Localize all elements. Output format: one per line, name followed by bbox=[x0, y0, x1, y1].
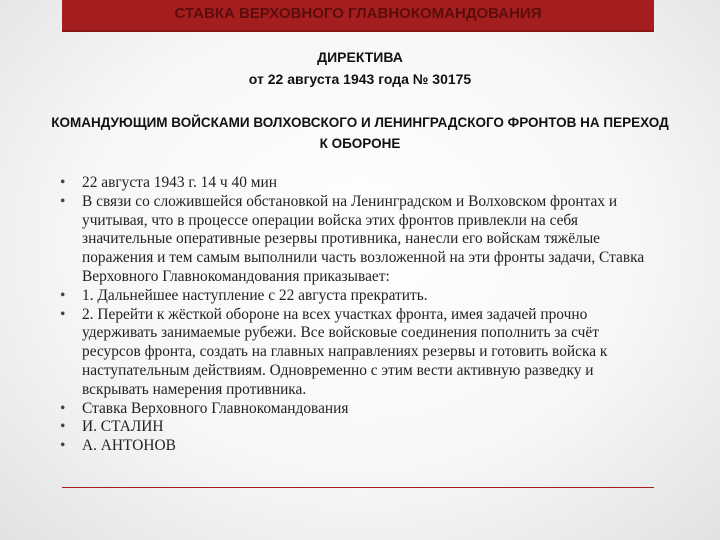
list-item bbox=[60, 193, 660, 287]
bottom-divider bbox=[62, 487, 654, 488]
list-item-text: 2. Перейти к жёсткой обороне на всех участках фронта, имея задачей прочно удерживать занимаемые рубежи. Все войсковые соединения пополнить за счёт ресурсов фронта, создать на главных направлениях резервы и готовить войска к наступательным действиям. Одновременно с этим вести активную разведку и вскрывать намерения противника. bbox=[82, 305, 608, 398]
directive-heading bbox=[0, 46, 720, 90]
bullet-icon: • bbox=[60, 174, 66, 191]
directive-body bbox=[60, 174, 660, 456]
list-item-text: 1. Дальнейшее наступление с 22 августа прекратить. bbox=[82, 286, 428, 304]
list-item bbox=[60, 400, 660, 419]
directive-label: ДИРЕКТИВА bbox=[317, 49, 403, 65]
bullet-icon: • bbox=[60, 192, 66, 210]
bullet-icon: • bbox=[60, 399, 66, 417]
list-item bbox=[60, 437, 660, 456]
list-item bbox=[60, 418, 660, 437]
bullet-icon: • bbox=[60, 305, 66, 323]
list-item-text: И. СТАЛИН bbox=[82, 418, 164, 436]
list-item bbox=[60, 306, 660, 400]
list-item bbox=[60, 287, 660, 306]
bullet-icon: • bbox=[60, 286, 66, 304]
directive-date-number: от 22 августа 1943 года № 30175 bbox=[248, 71, 472, 87]
banner-title: СТАВКА ВЕРХОВНОГО ГЛАВНОКОМАНДОВАНИЯ bbox=[174, 5, 542, 22]
top-banner bbox=[62, 0, 654, 32]
bullet-icon: • bbox=[60, 437, 66, 455]
document-title bbox=[28, 112, 692, 154]
title-line-2: К ОБОРОНЕ bbox=[319, 136, 401, 151]
list-item-text: 22 августа 1943 г. 14 ч 40 мин bbox=[82, 174, 277, 191]
points-list bbox=[60, 174, 660, 456]
title-line-1: КОМАНДУЮЩИМ ВОЙСКАМИ ВОЛХОВСКОГО И ЛЕНИНГРАДСКОГО ФРОНТОВ НА ПЕРЕХОД bbox=[51, 115, 669, 130]
list-item bbox=[60, 174, 660, 193]
list-item-text: Ставка Верховного Главнокомандования bbox=[82, 399, 349, 417]
list-item-text: А. АНТОНОВ bbox=[82, 437, 176, 455]
bullet-icon: • bbox=[60, 418, 66, 436]
list-item-text: В связи со сложившейся обстановкой на Ленинградском и Волховском фронтах и учитывая, что в процессе операции войска этих фронтов привлекли на себя значительные оперативные резервы противника, нанесли его войскам тяжёлые поражения и тем самым выполнили часть возложенной на эти фронты задачи, Ставка Верховного Главнокомандования приказывает: bbox=[82, 192, 645, 285]
